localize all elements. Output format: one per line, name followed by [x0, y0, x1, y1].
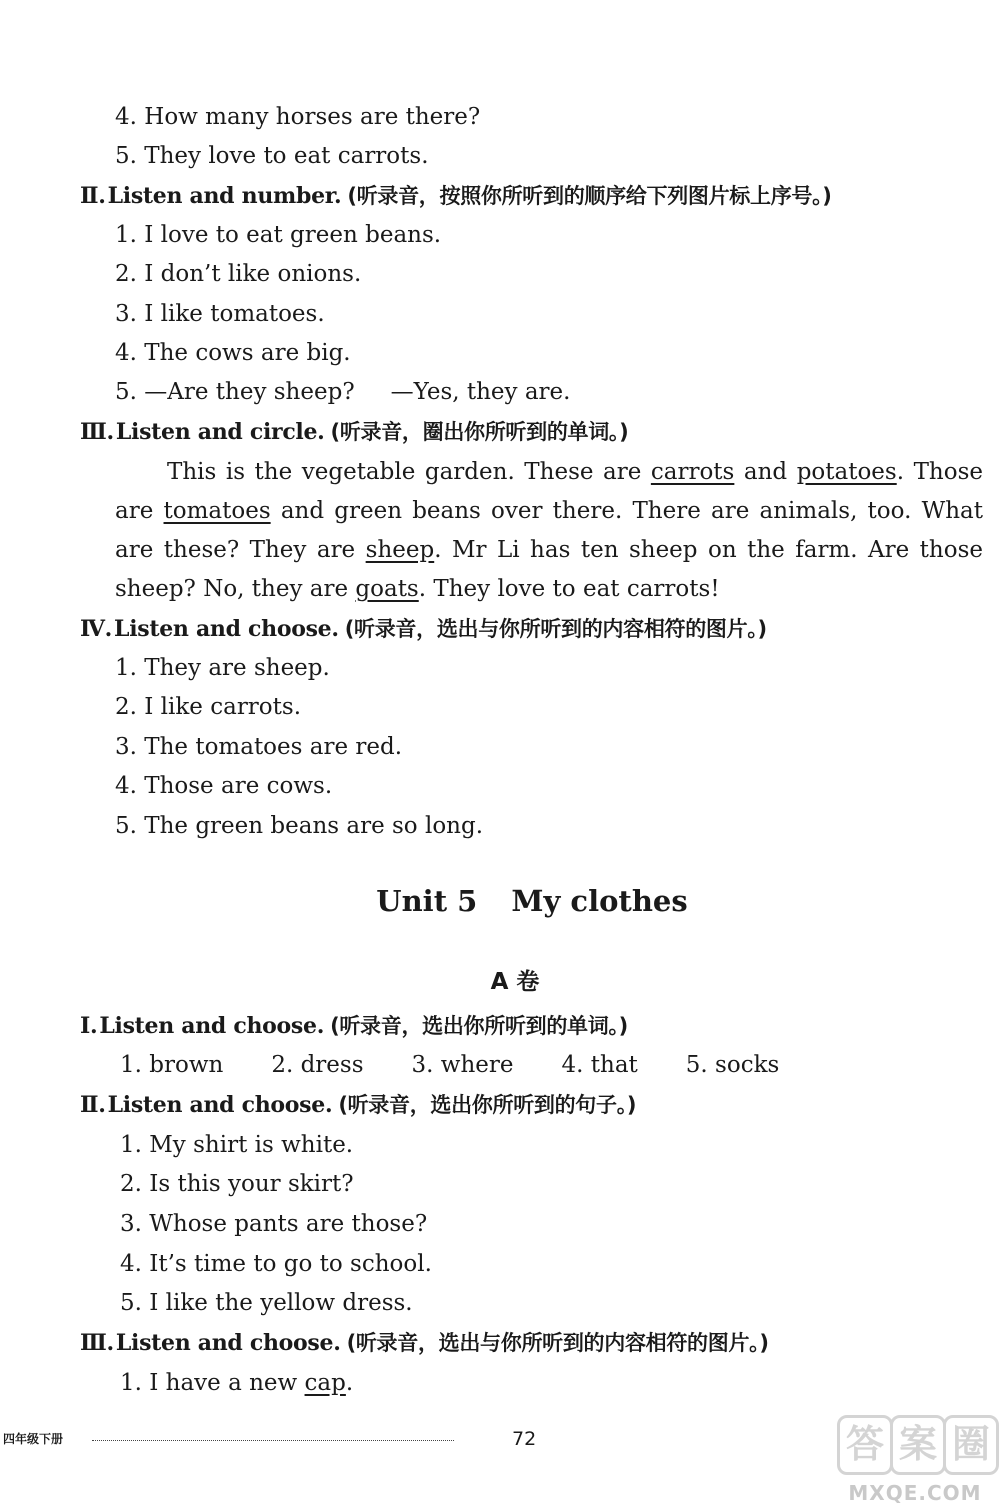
listening-item: 1. I love to eat green beans.	[115, 222, 442, 248]
item-text: .	[345, 1370, 354, 1396]
section-numeral: Ⅲ.	[80, 1330, 114, 1356]
question-text: 5. —Are they sheep?	[115, 379, 355, 405]
section-instruction: (听录音，选出你所听到的句子。)	[338, 1093, 637, 1117]
listening-item: 2. I don’t like onions.	[115, 261, 362, 287]
listening-item: 5. They love to eat carrots.	[115, 143, 429, 169]
listening-item: 5. The green beans are so long.	[115, 813, 484, 839]
listening-item: 3. I like tomatoes.	[115, 301, 325, 327]
footer-dotted-rule	[92, 1440, 454, 1441]
grade-label: 四年级下册	[3, 1432, 64, 1446]
section-heading	[80, 614, 767, 644]
passage-text: . They love to eat carrots!	[418, 576, 720, 602]
section-numeral: Ⅰ.	[80, 1013, 98, 1039]
section-heading	[80, 181, 832, 211]
passage-paragraph	[115, 453, 983, 609]
watermark-site: MXQE.COM	[848, 1481, 982, 1505]
section-numeral: Ⅱ.	[80, 1092, 106, 1118]
underlined-word: carrots	[650, 459, 735, 485]
word-option: 2. dress	[271, 1052, 364, 1078]
section-title: Listen and choose.	[115, 1330, 341, 1356]
listening-item: 1. My shirt is white.	[120, 1132, 354, 1158]
unit-number: Unit 5	[376, 884, 478, 918]
section-instruction: (听录音，选出你所听到的单词。)	[330, 1014, 628, 1038]
section-instruction: (听录音，选出与你所听到的内容相符的图片。)	[344, 617, 767, 641]
underlined-word: goats	[355, 576, 419, 602]
unit-title	[0, 886, 1000, 916]
word-option: 5. socks	[685, 1052, 780, 1078]
section-heading	[80, 417, 628, 447]
section-heading	[80, 1011, 628, 1041]
section-title: Listen and choose.	[107, 1092, 333, 1118]
listening-item: 4. Those are cows.	[115, 773, 333, 799]
section-title: Listen and circle.	[115, 419, 325, 445]
listening-item: 4. The cows are big.	[115, 340, 351, 366]
watermark-glyph: 圈	[943, 1415, 999, 1475]
passage-text: and	[734, 459, 797, 485]
page-number: 72	[512, 1428, 537, 1450]
listening-item: 4. How many horses are there?	[115, 104, 481, 130]
listening-item	[120, 1368, 353, 1398]
item-text: 1. I have a new	[120, 1370, 305, 1396]
unit-name: My clothes	[511, 884, 688, 918]
section-numeral: Ⅳ.	[80, 616, 113, 642]
section-instruction: (听录音，按照你所听到的顺序给下列图片标上序号。)	[347, 184, 832, 208]
listening-item: 2. I like carrots.	[115, 694, 302, 720]
watermark-glyph: 案	[890, 1415, 946, 1475]
passage-text: and green beans over there. There are animals, too. What are these? They are	[115, 498, 983, 563]
passage-text: This is the vegetable garden. These are	[167, 459, 651, 485]
word-list	[120, 1050, 827, 1080]
listening-item: 3. The tomatoes are red.	[115, 734, 403, 760]
listening-item: 2. Is this your skirt?	[120, 1171, 354, 1197]
section-heading	[80, 1090, 636, 1120]
answer-text: —Yes, they are.	[390, 379, 571, 405]
listening-item: 5. I like the yellow dress.	[120, 1290, 413, 1316]
listening-item: 1. They are sheep.	[115, 655, 330, 681]
section-instruction: (听录音，圈出你所听到的单词。)	[330, 420, 629, 444]
section-title: Listen and number.	[107, 183, 342, 209]
underlined-word: cap	[304, 1370, 346, 1396]
word-option: 3. where	[411, 1052, 514, 1078]
passage-text: . Those are	[115, 459, 983, 524]
listening-item: 4. It’s time to go to school.	[120, 1251, 432, 1277]
underlined-word: potatoes	[796, 459, 897, 485]
watermark-glyph: 答	[837, 1415, 893, 1475]
watermark-logo	[835, 1415, 997, 1505]
word-option: 4. that	[561, 1052, 638, 1078]
section-numeral: Ⅱ.	[80, 183, 106, 209]
passage-text: . Mr Li has ten sheep on the farm. Are those sheep? No, they are	[115, 537, 983, 602]
section-title: Listen and choose.	[114, 616, 339, 642]
paper-label: A 卷	[490, 969, 540, 995]
underlined-word: sheep	[365, 537, 435, 563]
section-title: Listen and choose.	[99, 1013, 325, 1039]
section-instruction: (听录音，选出与你所听到的内容相符的图片。)	[346, 1331, 769, 1355]
listening-item: 3. Whose pants are those?	[120, 1211, 428, 1237]
section-numeral: Ⅲ.	[80, 419, 114, 445]
underlined-word: tomatoes	[163, 498, 271, 524]
listening-item	[115, 377, 570, 407]
word-option: 1. brown	[120, 1052, 224, 1078]
section-heading	[80, 1328, 769, 1358]
